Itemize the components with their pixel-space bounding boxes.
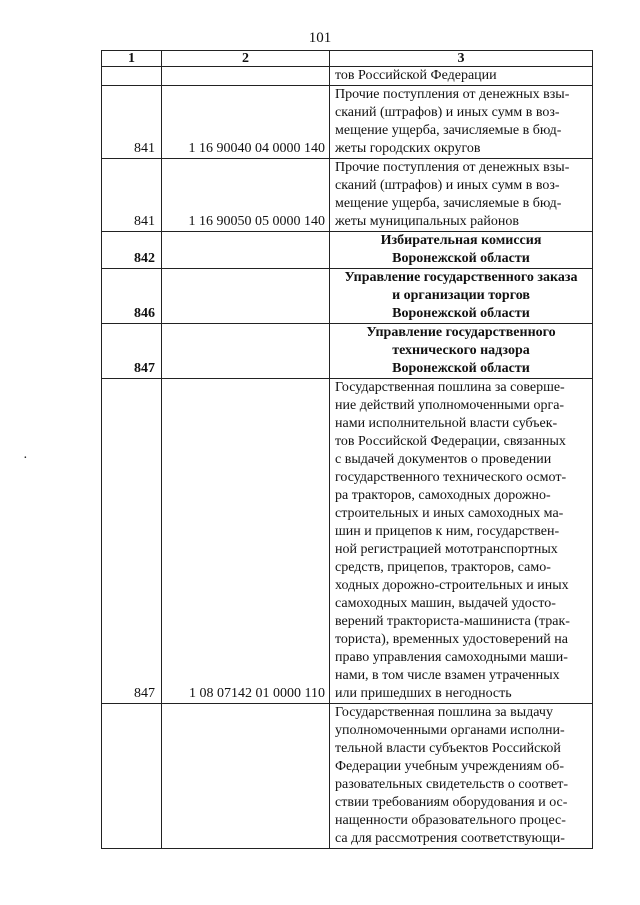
description-line: шин и прицепов к ним, государствен-	[335, 524, 560, 539]
description-cell	[330, 379, 593, 704]
description-line: тов Российской Федерации, связанных	[335, 434, 566, 449]
description-line: ториста), временных удостоверений на	[335, 632, 568, 647]
description-line: или пришедших в негодность	[335, 686, 512, 701]
header-row	[102, 51, 593, 67]
description-line: Управление государственного	[366, 325, 556, 340]
revenue-code-cell	[162, 704, 330, 849]
description-line: тельной власти субъектов Российской	[335, 741, 561, 756]
description-line: тов Российской Федерации	[335, 68, 497, 83]
revenue-code-cell	[162, 232, 330, 269]
description-line: строительных и иных самоходных ма-	[335, 506, 564, 521]
description-line: Федерации учебным учреждениям об-	[335, 759, 565, 774]
organization-name-cell	[330, 269, 593, 324]
description-cell	[330, 67, 593, 86]
description-line: Воронежской области	[392, 251, 530, 266]
description-line: жеты городских округов	[335, 141, 481, 156]
description-line: средств, прицепов, тракторов, само-	[335, 560, 551, 575]
description-line: Управление государственного заказа	[344, 270, 578, 285]
description-line: мещение ущерба, зачисляемые в бюд-	[335, 123, 562, 138]
column-header-3: 3	[330, 51, 593, 67]
revenue-code-cell: 1 16 90050 05 0000 140	[162, 159, 330, 232]
table-row	[102, 67, 593, 86]
table-row	[102, 379, 593, 704]
description-line: Государственная пошлина за выдачу	[335, 705, 553, 720]
description-line: Прочие поступления от денежных взы-	[335, 87, 570, 102]
table-row	[102, 324, 593, 379]
description-line: нами, в том числе взамен утраченных	[335, 668, 560, 683]
description-line: нащенности образовательного процес-	[335, 813, 566, 828]
description-line: уполномоченными органами исполни-	[335, 723, 565, 738]
admin-code-cell: 841	[102, 86, 162, 159]
description-line: сканий (штрафов) и иных сумм в воз-	[335, 178, 560, 193]
description-cell	[330, 704, 593, 849]
revenue-code-cell	[162, 269, 330, 324]
admin-code-cell	[102, 704, 162, 849]
organization-name-cell	[330, 324, 593, 379]
admin-code-cell: 847	[102, 379, 162, 704]
admin-code-cell	[102, 67, 162, 86]
revenue-code-cell: 1 16 90040 04 0000 140	[162, 86, 330, 159]
description-line: разовательных свидетельств о соответ-	[335, 777, 569, 792]
description-line: верений тракториста-машиниста (трак-	[335, 614, 570, 629]
description-line: ствии требованиям оборудования и ос-	[335, 795, 568, 810]
description-cell	[330, 86, 593, 159]
description-line: ходных дорожно-строительных и иных	[335, 578, 569, 593]
description-line: сканий (штрафов) и иных сумм в воз-	[335, 105, 560, 120]
column-header-2: 2	[162, 51, 330, 67]
table-row	[102, 232, 593, 269]
budget-codes-table	[101, 50, 593, 849]
description-line: Прочие поступления от денежных взы-	[335, 160, 570, 175]
table-row	[102, 269, 593, 324]
organization-name-cell	[330, 232, 593, 269]
description-cell	[330, 159, 593, 232]
description-line: нами исполнительной власти субъек-	[335, 416, 558, 431]
description-line: са для рассмотрения соответствующи-	[335, 831, 565, 846]
description-line: самоходных машин, выдачей удосто-	[335, 596, 556, 611]
description-line: Воронежской области	[392, 361, 530, 376]
description-line: жеты муниципальных районов	[335, 214, 519, 229]
table-row	[102, 86, 593, 159]
revenue-code-cell: 1 08 07142 01 0000 110	[162, 379, 330, 704]
description-line: и организации торгов	[392, 288, 530, 303]
column-header-1: 1	[102, 51, 162, 67]
admin-code-cell: 847	[102, 324, 162, 379]
description-line: государственного технического осмот-	[335, 470, 567, 485]
table-body	[102, 67, 593, 849]
description-line: Воронежской области	[392, 306, 530, 321]
description-line: Избирательная комиссия	[380, 233, 542, 248]
description-line: ние действий уполномоченными орга-	[335, 398, 565, 413]
description-line: Государственная пошлина за соверше-	[335, 380, 565, 395]
table-row	[102, 159, 593, 232]
revenue-code-cell	[162, 67, 330, 86]
page-number: 101	[308, 30, 332, 46]
description-line: с выдачей документов о проведении	[335, 452, 552, 467]
description-line: ра тракторов, самоходных дорожно-	[335, 488, 551, 503]
admin-code-cell: 842	[102, 232, 162, 269]
admin-code-cell: 841	[102, 159, 162, 232]
stray-mark: ·	[23, 451, 28, 466]
description-line: технического надзора	[392, 343, 530, 358]
description-line: право управления самоходными маши-	[335, 650, 568, 665]
revenue-code-cell	[162, 324, 330, 379]
description-line: ной регистрацией мототранспортных	[335, 542, 558, 557]
table-row	[102, 704, 593, 849]
admin-code-cell: 846	[102, 269, 162, 324]
description-line: мещение ущерба, зачисляемые в бюд-	[335, 196, 562, 211]
